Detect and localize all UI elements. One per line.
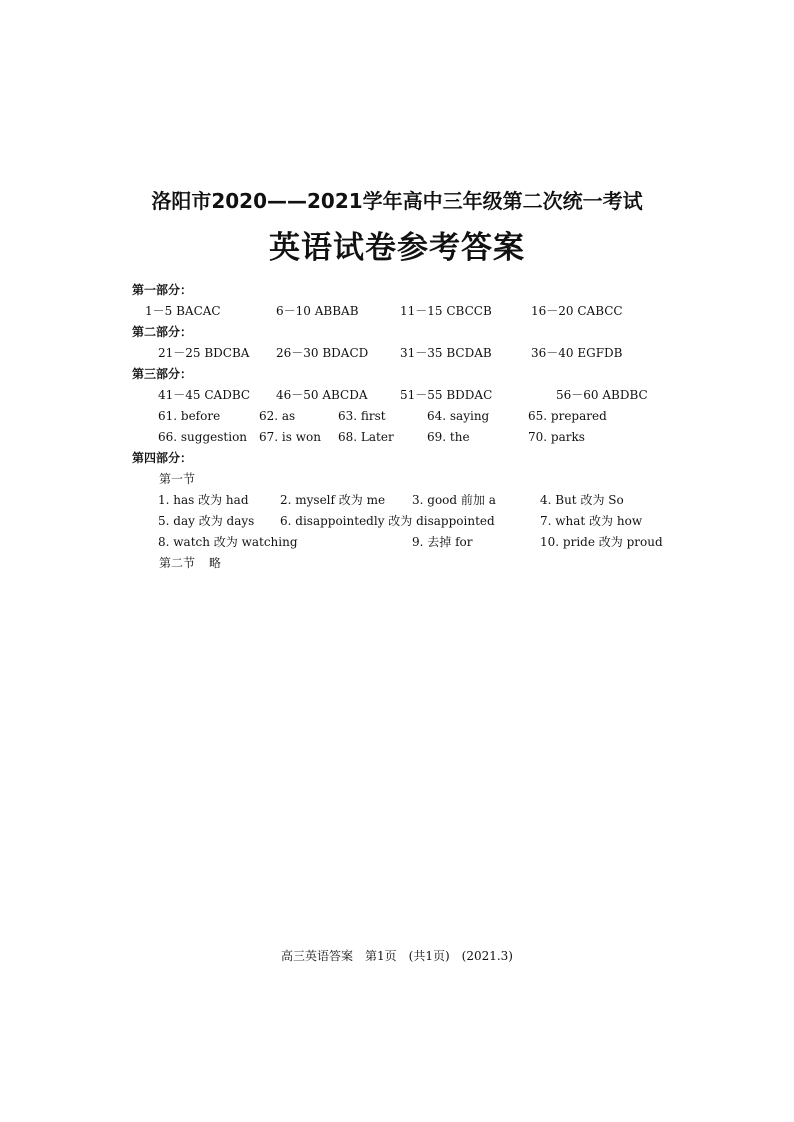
section2-line: [132, 553, 752, 574]
answer-row: [132, 385, 752, 406]
part1-heading: 第一部分：: [132, 283, 193, 297]
answer-cell: 64. saying: [427, 409, 490, 423]
answer-cell: 7. what 改为 how: [540, 514, 643, 528]
answer-cell: 41－45 CADBC: [158, 388, 251, 402]
answer-row: [132, 301, 752, 322]
part4-heading: 第四部分：: [132, 451, 193, 465]
answer-cell: 2. myself 改为 me: [280, 493, 386, 507]
answer-cell: 9. 去掉 for: [412, 535, 473, 549]
page-footer: 高三英语答案 第1页 (共1页) (2021.3): [281, 949, 513, 963]
answer-cell: 62. as: [259, 409, 296, 423]
answer-key-title: 英语试卷参考答案: [269, 230, 525, 266]
answer-cell: 69. the: [427, 430, 470, 444]
answer-cell: 8. watch 改为 watching: [158, 535, 298, 549]
answer-cell: 6. disappointedly 改为 disappointed: [280, 514, 495, 528]
answer-cell: 56－60 ABDBC: [556, 388, 648, 402]
answer-cell: 5. day 改为 days: [158, 514, 255, 528]
answer-row: [132, 490, 752, 511]
answer-cell: 70. parks: [528, 430, 585, 444]
answer-cell: 31－35 BCDAB: [400, 346, 492, 360]
answer-cell: 67. is won: [259, 430, 321, 444]
answer-row: [132, 406, 752, 427]
part2-heading: 第二部分：: [132, 325, 193, 339]
answer-cell: 63. first: [338, 409, 386, 423]
answer-cell: 66. suggestion: [158, 430, 248, 444]
answer-cell: 16－20 CABCC: [531, 304, 623, 318]
answer-cell: 65. prepared: [528, 409, 607, 423]
answer-cell: 26－30 BDACD: [276, 346, 369, 360]
answer-cell: 1－5 BACAC: [145, 304, 221, 318]
answer-content: [132, 280, 752, 574]
answer-cell: 51－55 BDDAC: [400, 388, 493, 402]
answer-cell: 61. before: [158, 409, 221, 423]
answer-cell: 68. Later: [338, 430, 394, 444]
exam-title: 洛阳市2020——2021学年高中三年级第二次统一考试: [151, 189, 643, 213]
answer-cell: 36－40 EGFDB: [531, 346, 623, 360]
answer-cell: 3. good 前加 a: [412, 493, 496, 507]
answer-cell: 11－15 CBCCB: [400, 304, 492, 318]
section2-answer: 略: [209, 556, 222, 570]
answer-row: [132, 532, 752, 553]
answer-cell: 46－50 ABCDA: [276, 388, 368, 402]
answer-row: [132, 343, 752, 364]
part3-heading: 第三部分：: [132, 367, 193, 381]
section2-label: 第二节: [159, 556, 196, 570]
answer-cell: 6－10 ABBAB: [276, 304, 359, 318]
answer-row: [132, 511, 752, 532]
answer-cell: 21－25 BDCBA: [158, 346, 250, 360]
answer-cell: 4. But 改为 So: [540, 493, 624, 507]
answer-cell: 1. has 改为 had: [158, 493, 249, 507]
answer-row: [132, 427, 752, 448]
section1-label: 第一节: [159, 472, 196, 486]
answer-cell: 10. pride 改为 proud: [540, 535, 663, 549]
